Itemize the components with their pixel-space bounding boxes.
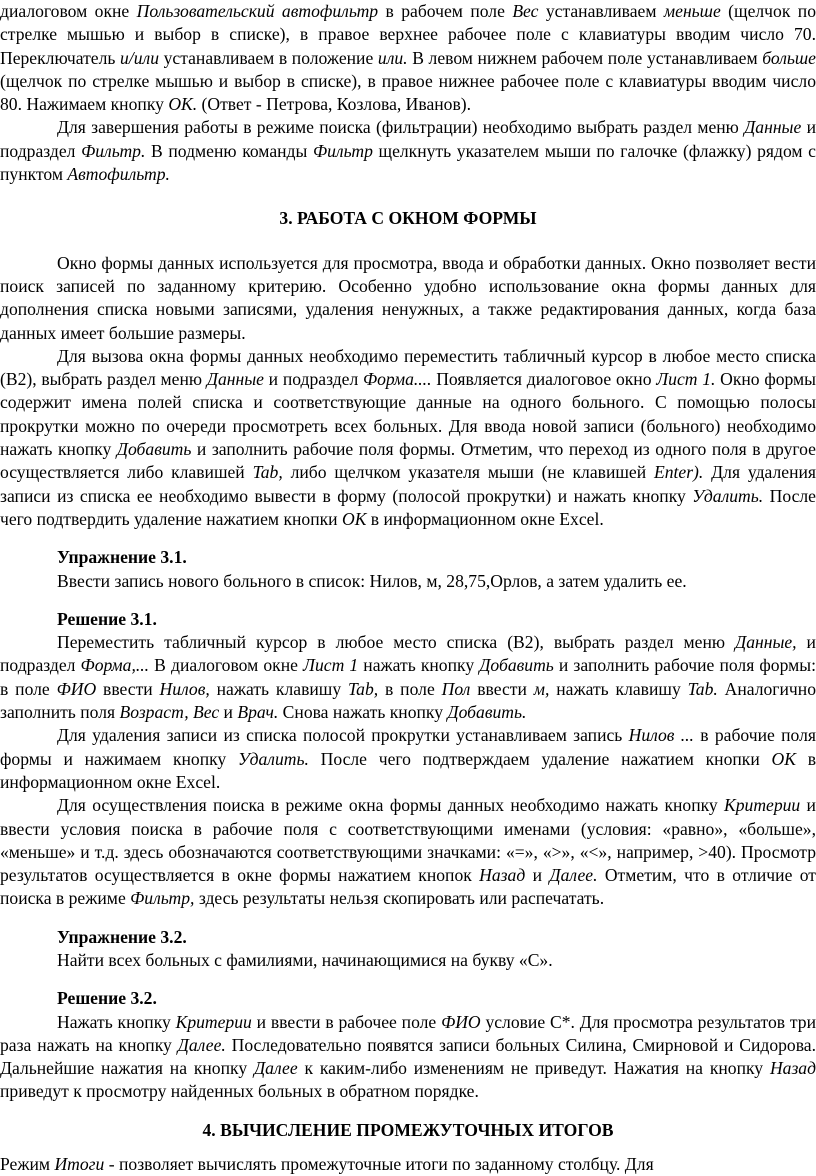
text-run: приведут к просмотру найденных больных в обратном порядке.: [0, 1081, 479, 1102]
italic-term: Добавить: [116, 439, 192, 460]
text-run: В подменю команды: [145, 140, 313, 161]
italic-term: Врач.: [237, 702, 279, 723]
italic-term: Критерии: [175, 1011, 252, 1032]
text-run: (щелчок по стрелке мышью и выбор в списке), в правое нижнее рабочее поле с клавиатуры вводим число 80. Нажимаем кнопку: [0, 70, 816, 115]
italic-term: Лист 1: [303, 655, 359, 676]
italic-term: Данные: [206, 369, 264, 390]
text-run: и заполнить рабочие поля формы: в поле: [0, 655, 816, 699]
text-run: условие С*. Для просмотра результатов три раза нажать на кнопку: [0, 1011, 816, 1055]
text-run: здесь результаты нельзя скопировать или распечатать.: [194, 888, 605, 909]
exercise-3-2-text: Найти всех больных с фамилиями, начинающимися на букву «С».: [57, 949, 553, 970]
text-run: ввести: [96, 678, 160, 699]
italic-term: Далее.: [549, 865, 598, 886]
italic-term: Назад: [479, 865, 526, 886]
italic-term: Удалить.: [692, 485, 764, 506]
text-run: Последовательно появятся записи больных Силина, Смирновой и Сидорова. Дальнейшие нажатия на кнопку: [0, 1034, 816, 1079]
text-run: После чего подтверждаем удаление нажатием кнопки: [308, 748, 772, 769]
italic-term: больше: [762, 47, 816, 68]
text-run: в информационном окне Excel.: [366, 508, 604, 529]
italic-term: ФИО: [441, 1011, 481, 1032]
text-run: Окно формы содержит имена полей списка и соответствующие данные на одного больного. С помощью полосы прокрутки можно по очереди просмотреть всех больных. Для ввода новой записи (больного) необходимо нажать кнопку: [0, 369, 816, 460]
text-run: либо щелчком указателя мыши (не клавишей: [282, 462, 654, 483]
italic-term: Tab,: [348, 678, 379, 699]
text-run: В левом нижнем рабочем поле устанавливаем: [407, 47, 763, 68]
section-heading-4: 4. ВЫЧИСЛЕНИЕ ПРОМЕЖУТОЧНЫХ ИТОГОВ: [202, 1119, 614, 1140]
italic-term: Фильтр,: [130, 888, 195, 909]
italic-term: Enter).: [653, 462, 704, 483]
text-run: Отметим, что в отличие от поиска в режиме: [0, 865, 816, 909]
text-run: (щелчок по стрелке мышью и выбор в списке), в правое верхнее рабочее поле с клавиатуры вводим число 70. Переключатель: [0, 1, 816, 68]
text-run: После чего подтвердить удаление нажатием кнопки: [0, 485, 816, 529]
italic-term: Добавить.: [447, 702, 527, 723]
paragraph-solution-3-1-delete: [0, 724, 816, 794]
italic-term: Далее.: [177, 1034, 226, 1055]
italic-term: м,: [533, 678, 550, 699]
italic-term: Возраст, Вес: [119, 702, 220, 723]
section-heading-3: 3. РАБОТА С ОКНОМ ФОРМЫ: [279, 208, 537, 229]
text-run: Для удаления записи из списка полосой прокрутки устанавливаем запись: [57, 725, 629, 746]
text-run: и ввести в рабочее поле: [251, 1011, 442, 1032]
italic-term: Пользовательский автофильтр: [136, 1, 379, 21]
text-run: и подраздел: [0, 632, 816, 676]
exercise-3-2-label: Упражнение 3.2.: [57, 926, 187, 947]
italic-term: ОК.: [168, 94, 198, 115]
italic-term: Критерии: [724, 795, 801, 816]
italic-term: Далее: [253, 1058, 298, 1079]
italic-term: или.: [377, 47, 408, 68]
solution-3-1-label: Решение 3.1.: [57, 608, 157, 629]
italic-term: Tab.: [687, 678, 718, 699]
text-run: и: [525, 865, 550, 886]
text-run: Для осуществления поиска в режиме окна формы данных необходимо нажать кнопку: [57, 795, 725, 816]
text-run: Для завершения работы в режиме поиска (фильтрации) необходимо выбрать раздел меню: [57, 117, 745, 138]
italic-term: Вес: [512, 1, 539, 21]
text-run: и подраздел: [263, 369, 363, 390]
italic-term: Пол: [441, 678, 471, 699]
text-run: Переместить табличный курсор в любое место списка (В2), выбрать раздел меню: [57, 632, 735, 653]
text-run: Аналогично заполнить поля: [0, 678, 816, 723]
paragraph-solution-3-1-add: [0, 631, 816, 724]
text-run: Снова нажать кнопку: [278, 702, 448, 723]
text-run: ввести: [470, 678, 534, 699]
italic-term: ФИО: [56, 678, 97, 699]
paragraph-totals-intro: [0, 1153, 816, 1176]
italic-term: Данные,: [735, 632, 797, 653]
paragraph-solution-3-1-search: [0, 794, 816, 910]
italic-term: Форма,...: [80, 655, 150, 676]
italic-term: Нилов ...: [628, 725, 694, 746]
text-run: в информационном окне Excel.: [0, 748, 816, 792]
italic-term: Назад: [769, 1058, 816, 1079]
text-run: Для удаления записи из списка ее необходимо вывести в форму (полосой прокрутки) и нажать кнопку: [0, 462, 816, 506]
paragraph-form-usage: [0, 345, 816, 531]
text-run: устанавливаем: [538, 1, 664, 21]
text-run: и заполнить рабочие поля формы. Отметим, что переход из одного поля в другое осуществляется либо клавишей: [0, 439, 816, 483]
italic-term: Добавить: [479, 655, 554, 676]
italic-term: Итоги: [54, 1154, 105, 1175]
italic-term: Автофильтр.: [67, 164, 170, 185]
italic-term: Фильтр: [312, 140, 373, 161]
italic-term: Лист 1.: [656, 369, 716, 390]
italic-term: меньше: [663, 1, 721, 21]
text-run: и ввести условия поиска в рабочие поля с соответствующими именами (условия: «равно», «больше», «меньше» и т.д. здесь обозначаются соответствующими значками: «=», «>», «<», например, >40). Просмотр результатов осуществляется в окне формы нажатием кнопок: [0, 795, 816, 886]
italic-term: Нилов,: [159, 678, 210, 699]
text-run: в поле: [378, 678, 442, 699]
text-run: нажать кнопку: [358, 655, 480, 676]
exercise-3-1-text: Ввести запись нового больного в список: Нилов, м, 28,75,Орлов, а затем удалить ее.: [57, 570, 687, 591]
text-run: диалоговом окне: [0, 1, 137, 21]
exercise-3-1-label: Упражнение 3.1.: [57, 547, 187, 568]
text-run: В диалоговом окне: [149, 655, 304, 676]
text-run: нажать клавишу: [209, 678, 348, 699]
text-run: в рабочем поле: [378, 1, 513, 21]
text-run: Для вызова окна формы данных необходимо переместить табличный курсор в любое место списка (В2), выбрать раздел меню: [0, 345, 816, 390]
italic-term: ОК: [341, 508, 367, 529]
text-run: Режим: [0, 1154, 55, 1175]
text-run: к каким-либо изменениям не приведут. Нажатия на кнопку: [297, 1058, 770, 1079]
text-run: нажать клавишу: [549, 678, 688, 699]
paragraph-autofilter-steps: [0, 0, 816, 116]
text-run: в рабочие поля формы и нажимаем кнопку: [0, 725, 816, 769]
text-run: устанавливаем в положение: [159, 47, 378, 68]
italic-term: Форма....: [362, 369, 432, 390]
text-run: и: [219, 702, 238, 723]
text-run: щелкнуть указателем мыши по галочке (флажку) рядом с пунктом: [0, 140, 816, 185]
text-run: Окно формы данных используется для просмотра, ввода и обработки данных. Окно позволяет вести поиск записей по заданному критерию. Особенно удобно использование окна формы данных для дополнения списка новыми записями, удаления ненужных, а также редактирования данных, когда база данных имеет большие размеры.: [0, 252, 816, 343]
text-run: - позволяет вычислять промежуточные итоги по заданному столбцу. Для: [104, 1154, 654, 1175]
paragraph-filter-finish: [0, 116, 816, 186]
text-run: и подраздел: [0, 117, 816, 161]
italic-term: Данные: [744, 117, 802, 138]
italic-term: Фильтр.: [81, 140, 146, 161]
italic-term: ОК: [771, 748, 796, 769]
text-run: Нажать кнопку: [57, 1011, 176, 1032]
text-run: Появляется диалоговое окно: [431, 369, 657, 390]
text-run: (Ответ - Петрова, Козлова, Иванов).: [197, 94, 472, 115]
italic-term: Удалить.: [237, 748, 309, 769]
italic-term: и/или: [120, 47, 159, 68]
italic-term: Tab,: [252, 462, 283, 483]
paragraph-form-intro: [0, 252, 816, 345]
paragraph-solution-3-2: [0, 1011, 816, 1104]
solution-3-2-label: Решение 3.2.: [57, 988, 157, 1009]
